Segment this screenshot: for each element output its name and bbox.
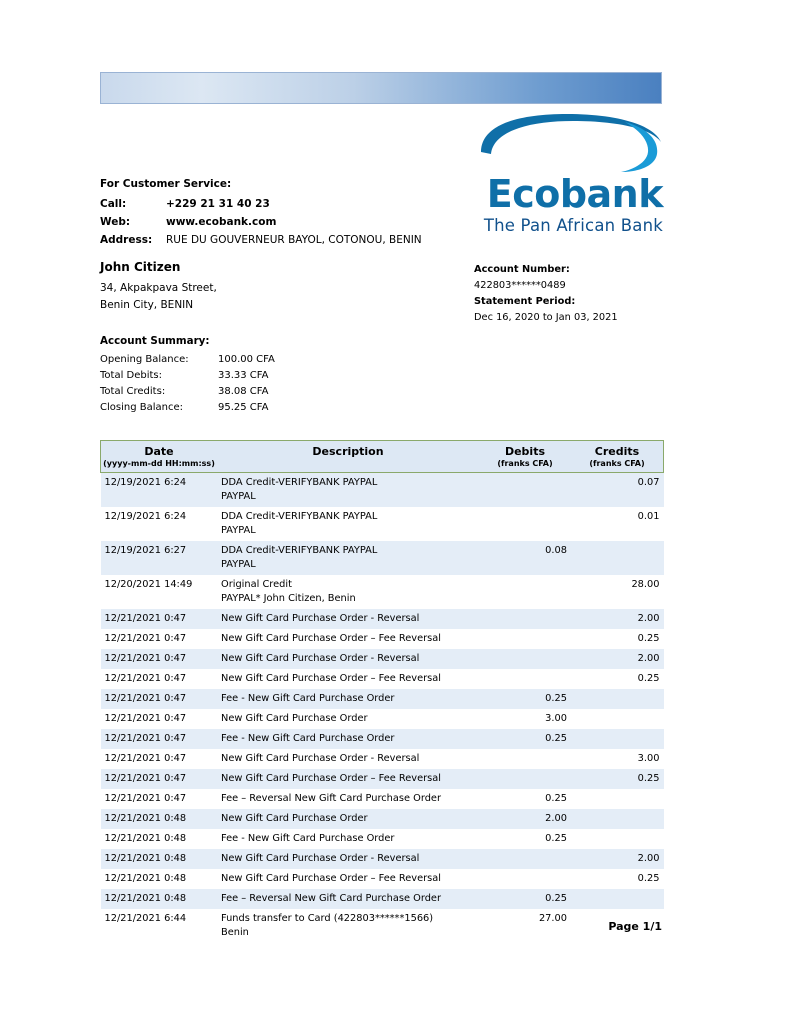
table-row — [101, 575, 664, 609]
cell-credit — [571, 709, 664, 729]
cell-debit: 27.00 — [538, 913, 567, 924]
cell-description — [217, 889, 479, 909]
cell-date: 12/21/2021 0:47 — [101, 609, 218, 629]
table-row — [101, 729, 664, 749]
description-line: New Gift Card Purchase Order - Reversal — [221, 613, 420, 624]
table-row — [101, 689, 664, 709]
table-body — [101, 473, 664, 944]
cell-debit: 0.08 — [479, 541, 571, 575]
table-row — [101, 629, 664, 649]
cell-debit: 0.25 — [479, 689, 571, 709]
customer-block — [100, 259, 217, 314]
column-header-date-format: (yyyy-mm-dd HH:mm:ss) — [103, 459, 215, 468]
description-line: Fee - New Gift Card Purchase Order — [221, 693, 395, 704]
cell-debit — [479, 609, 571, 629]
table-row — [101, 709, 664, 729]
cell-credit — [571, 809, 664, 829]
description-line: New Gift Card Purchase Order — [221, 713, 368, 724]
cell-credit: 2.00 — [571, 649, 664, 669]
address-value: RUE DU GOUVERNEUR BAYOL, COTONOU, BENIN — [166, 234, 422, 246]
table-row — [101, 541, 664, 575]
customer-service-address-row — [100, 231, 422, 249]
description-line: Fee – Reversal New Gift Card Purchase Order — [221, 893, 441, 904]
customer-service-web-row — [100, 213, 422, 231]
ecobank-swoosh-icon — [363, 112, 663, 174]
cell-date: 12/21/2021 0:47 — [101, 769, 218, 789]
cell-debit — [479, 849, 571, 869]
column-header-date — [101, 441, 218, 473]
description-line: Original Credit — [221, 579, 292, 590]
cell-date: 12/21/2021 0:48 — [101, 849, 218, 869]
statement-period-label: Statement Period: — [474, 296, 576, 307]
summary-label: Total Credits: — [100, 386, 166, 397]
summary-label: Opening Balance: — [100, 354, 189, 365]
cell-credit: 28.00 — [631, 579, 660, 590]
cell-date: 12/21/2021 6:44 — [104, 913, 187, 924]
description-line: DDA Credit-VERIFYBANK PAYPAL — [221, 477, 378, 488]
cell-credit — [571, 789, 664, 809]
column-header-debits-label: Debits — [504, 445, 546, 458]
description-line: Funds transfer to Card (422803******1566) — [221, 913, 434, 924]
description-line: PAYPAL — [221, 491, 256, 502]
cell-date: 12/19/2021 6:24 — [101, 473, 218, 508]
description-line: PAYPAL — [221, 525, 256, 536]
transactions-table — [100, 440, 664, 943]
cell-debit — [479, 769, 571, 789]
cell-date: 12/21/2021 0:48 — [104, 873, 187, 884]
web-value[interactable]: www.ecobank.com — [166, 216, 277, 228]
cell-date: 12/21/2021 0:48 — [101, 889, 218, 909]
description-line: Fee - New Gift Card Purchase Order — [221, 733, 395, 744]
description-line: New Gift Card Purchase Order – Fee Reversal — [221, 673, 441, 684]
column-header-description-label: Description — [312, 445, 384, 458]
column-header-date-label: Date — [144, 445, 174, 458]
column-header-credits-label: Credits — [594, 445, 640, 458]
customer-service-block — [100, 175, 422, 249]
cell-date: 12/21/2021 0:47 — [101, 649, 218, 669]
account-number-value: 422803******0489 — [474, 280, 566, 291]
cell-debit: 0.25 — [479, 729, 571, 749]
description-line: New Gift Card Purchase Order – Fee Reversal — [221, 773, 441, 784]
summary-row — [100, 368, 275, 384]
cell-debit — [479, 869, 571, 889]
cell-credit — [571, 729, 664, 749]
summary-label: Total Debits: — [100, 370, 163, 381]
cell-description — [217, 629, 479, 649]
cell-credit: 0.01 — [637, 511, 660, 522]
cell-debit — [479, 649, 571, 669]
customer-address-line1: 34, Akpakpava Street, — [100, 282, 217, 294]
transactions-table-wrap — [100, 440, 662, 943]
cell-credit — [571, 689, 664, 709]
cell-credit: 0.07 — [571, 473, 664, 508]
description-line: New Gift Card Purchase Order — [221, 813, 368, 824]
description-line: New Gift Card Purchase Order – Fee Reversal — [221, 633, 441, 644]
description-line: PAYPAL — [221, 559, 256, 570]
description-line: PAYPAL* John Citizen, Benin — [221, 593, 356, 604]
customer-service-title: For Customer Service: — [100, 178, 232, 190]
summary-value: 100.00 CFA — [218, 354, 275, 365]
description-line: New Gift Card Purchase Order - Reversal — [221, 753, 420, 764]
table-row — [101, 849, 664, 869]
cell-credit: 2.00 — [571, 849, 664, 869]
table-row — [101, 609, 664, 629]
cell-description — [217, 829, 479, 849]
cell-date: 12/21/2021 0:47 — [101, 689, 218, 709]
summary-value: 95.25 CFA — [218, 402, 269, 413]
cell-debit — [479, 575, 571, 609]
cell-description — [217, 473, 479, 508]
column-header-debits — [479, 441, 571, 473]
cell-debit — [479, 507, 571, 541]
cell-description — [217, 869, 479, 889]
web-label: Web: — [100, 216, 131, 228]
account-number-label: Account Number: — [474, 264, 570, 275]
cell-date: 12/21/2021 0:47 — [104, 673, 187, 684]
table-row — [101, 749, 664, 769]
account-summary-block — [100, 333, 275, 416]
table-row — [101, 889, 664, 909]
cell-debit — [479, 669, 571, 689]
table-row — [101, 507, 664, 541]
summary-value: 33.33 CFA — [218, 370, 269, 381]
cell-description — [217, 729, 479, 749]
cell-description — [217, 575, 479, 609]
column-header-description-sub — [217, 459, 479, 472]
customer-name: John Citizen — [100, 260, 181, 274]
cell-date: 12/21/2021 0:47 — [104, 753, 187, 764]
description-line: New Gift Card Purchase Order – Fee Reversal — [221, 873, 441, 884]
cell-debit — [479, 473, 571, 508]
cell-credit: 0.25 — [571, 769, 664, 789]
table-row — [101, 669, 664, 689]
customer-service-call-row — [100, 195, 422, 213]
cell-date: 12/19/2021 6:27 — [101, 541, 218, 575]
column-header-debits-currency: (franks CFA) — [497, 459, 553, 468]
address-label: Address: — [100, 234, 153, 246]
cell-description — [217, 689, 479, 709]
customer-address-line2: Benin City, BENIN — [100, 299, 194, 311]
cell-debit: 0.25 — [545, 793, 567, 804]
cell-description — [217, 609, 479, 629]
cell-date: 12/21/2021 0:48 — [104, 833, 187, 844]
cell-date: 12/21/2021 0:48 — [101, 809, 218, 829]
cell-date: 12/21/2021 0:47 — [101, 729, 218, 749]
table-row — [101, 829, 664, 849]
table-row — [101, 649, 664, 669]
cell-date: 12/21/2021 0:47 — [104, 793, 187, 804]
cell-credit: 0.25 — [637, 673, 660, 684]
cell-description — [217, 541, 479, 575]
summary-row — [100, 400, 275, 416]
summary-label: Closing Balance: — [100, 402, 183, 413]
cell-debit — [479, 629, 571, 649]
table-header — [101, 441, 664, 473]
cell-description — [217, 769, 479, 789]
cell-date: 12/21/2021 0:47 — [104, 713, 187, 724]
cell-debit: 3.00 — [545, 713, 567, 724]
cell-description — [217, 649, 479, 669]
cell-description — [217, 789, 479, 809]
cell-credit — [571, 829, 664, 849]
table-row — [101, 789, 664, 809]
column-header-credits-currency: (franks CFA) — [589, 459, 645, 468]
description-line: New Gift Card Purchase Order - Reversal — [221, 853, 420, 864]
cell-credit — [571, 889, 664, 909]
description-line: Benin — [221, 927, 249, 938]
column-header-description — [217, 441, 479, 473]
cell-date: 12/20/2021 14:49 — [104, 579, 193, 590]
summary-row — [100, 384, 275, 400]
cell-debit — [479, 749, 571, 769]
cell-description — [217, 809, 479, 829]
cell-credit: 2.00 — [571, 609, 664, 629]
summary-row — [100, 352, 275, 368]
cell-description — [217, 669, 479, 689]
table-row — [101, 769, 664, 789]
bank-name: Ecobank — [486, 172, 663, 216]
table-row — [101, 869, 664, 889]
call-label: Call: — [100, 198, 127, 210]
cell-credit: 0.25 — [637, 873, 660, 884]
cell-credit: 3.00 — [637, 753, 660, 764]
cell-date: 12/21/2021 0:47 — [104, 633, 187, 644]
description-line: Fee – Reversal New Gift Card Purchase Order — [221, 793, 441, 804]
cell-description — [217, 849, 479, 869]
bank-tagline: The Pan African Bank — [483, 216, 663, 235]
table-row — [101, 809, 664, 829]
cell-date: 12/19/2021 6:24 — [104, 511, 187, 522]
call-value: +229 21 31 40 23 — [166, 198, 270, 210]
description-line: DDA Credit-VERIFYBANK PAYPAL — [221, 511, 378, 522]
header-banner — [100, 72, 662, 104]
cell-credit — [571, 541, 664, 575]
table-row — [101, 473, 664, 508]
cell-debit: 0.25 — [479, 889, 571, 909]
page-footer: Page 1/1 — [608, 920, 662, 933]
cell-credit: 0.25 — [637, 633, 660, 644]
description-line: DDA Credit-VERIFYBANK PAYPAL — [221, 545, 378, 556]
column-header-credits — [571, 441, 664, 473]
cell-description — [217, 507, 479, 541]
summary-value: 38.08 CFA — [218, 386, 269, 397]
description-line: Fee - New Gift Card Purchase Order — [221, 833, 395, 844]
cell-description — [217, 749, 479, 769]
cell-debit: 0.25 — [545, 833, 567, 844]
account-details-block — [474, 262, 618, 326]
account-summary-title: Account Summary: — [100, 335, 210, 347]
cell-debit: 2.00 — [479, 809, 571, 829]
statement-period-value: Dec 16, 2020 to Jan 03, 2021 — [474, 312, 618, 323]
cell-description — [217, 709, 479, 729]
description-line: New Gift Card Purchase Order - Reversal — [221, 653, 420, 664]
